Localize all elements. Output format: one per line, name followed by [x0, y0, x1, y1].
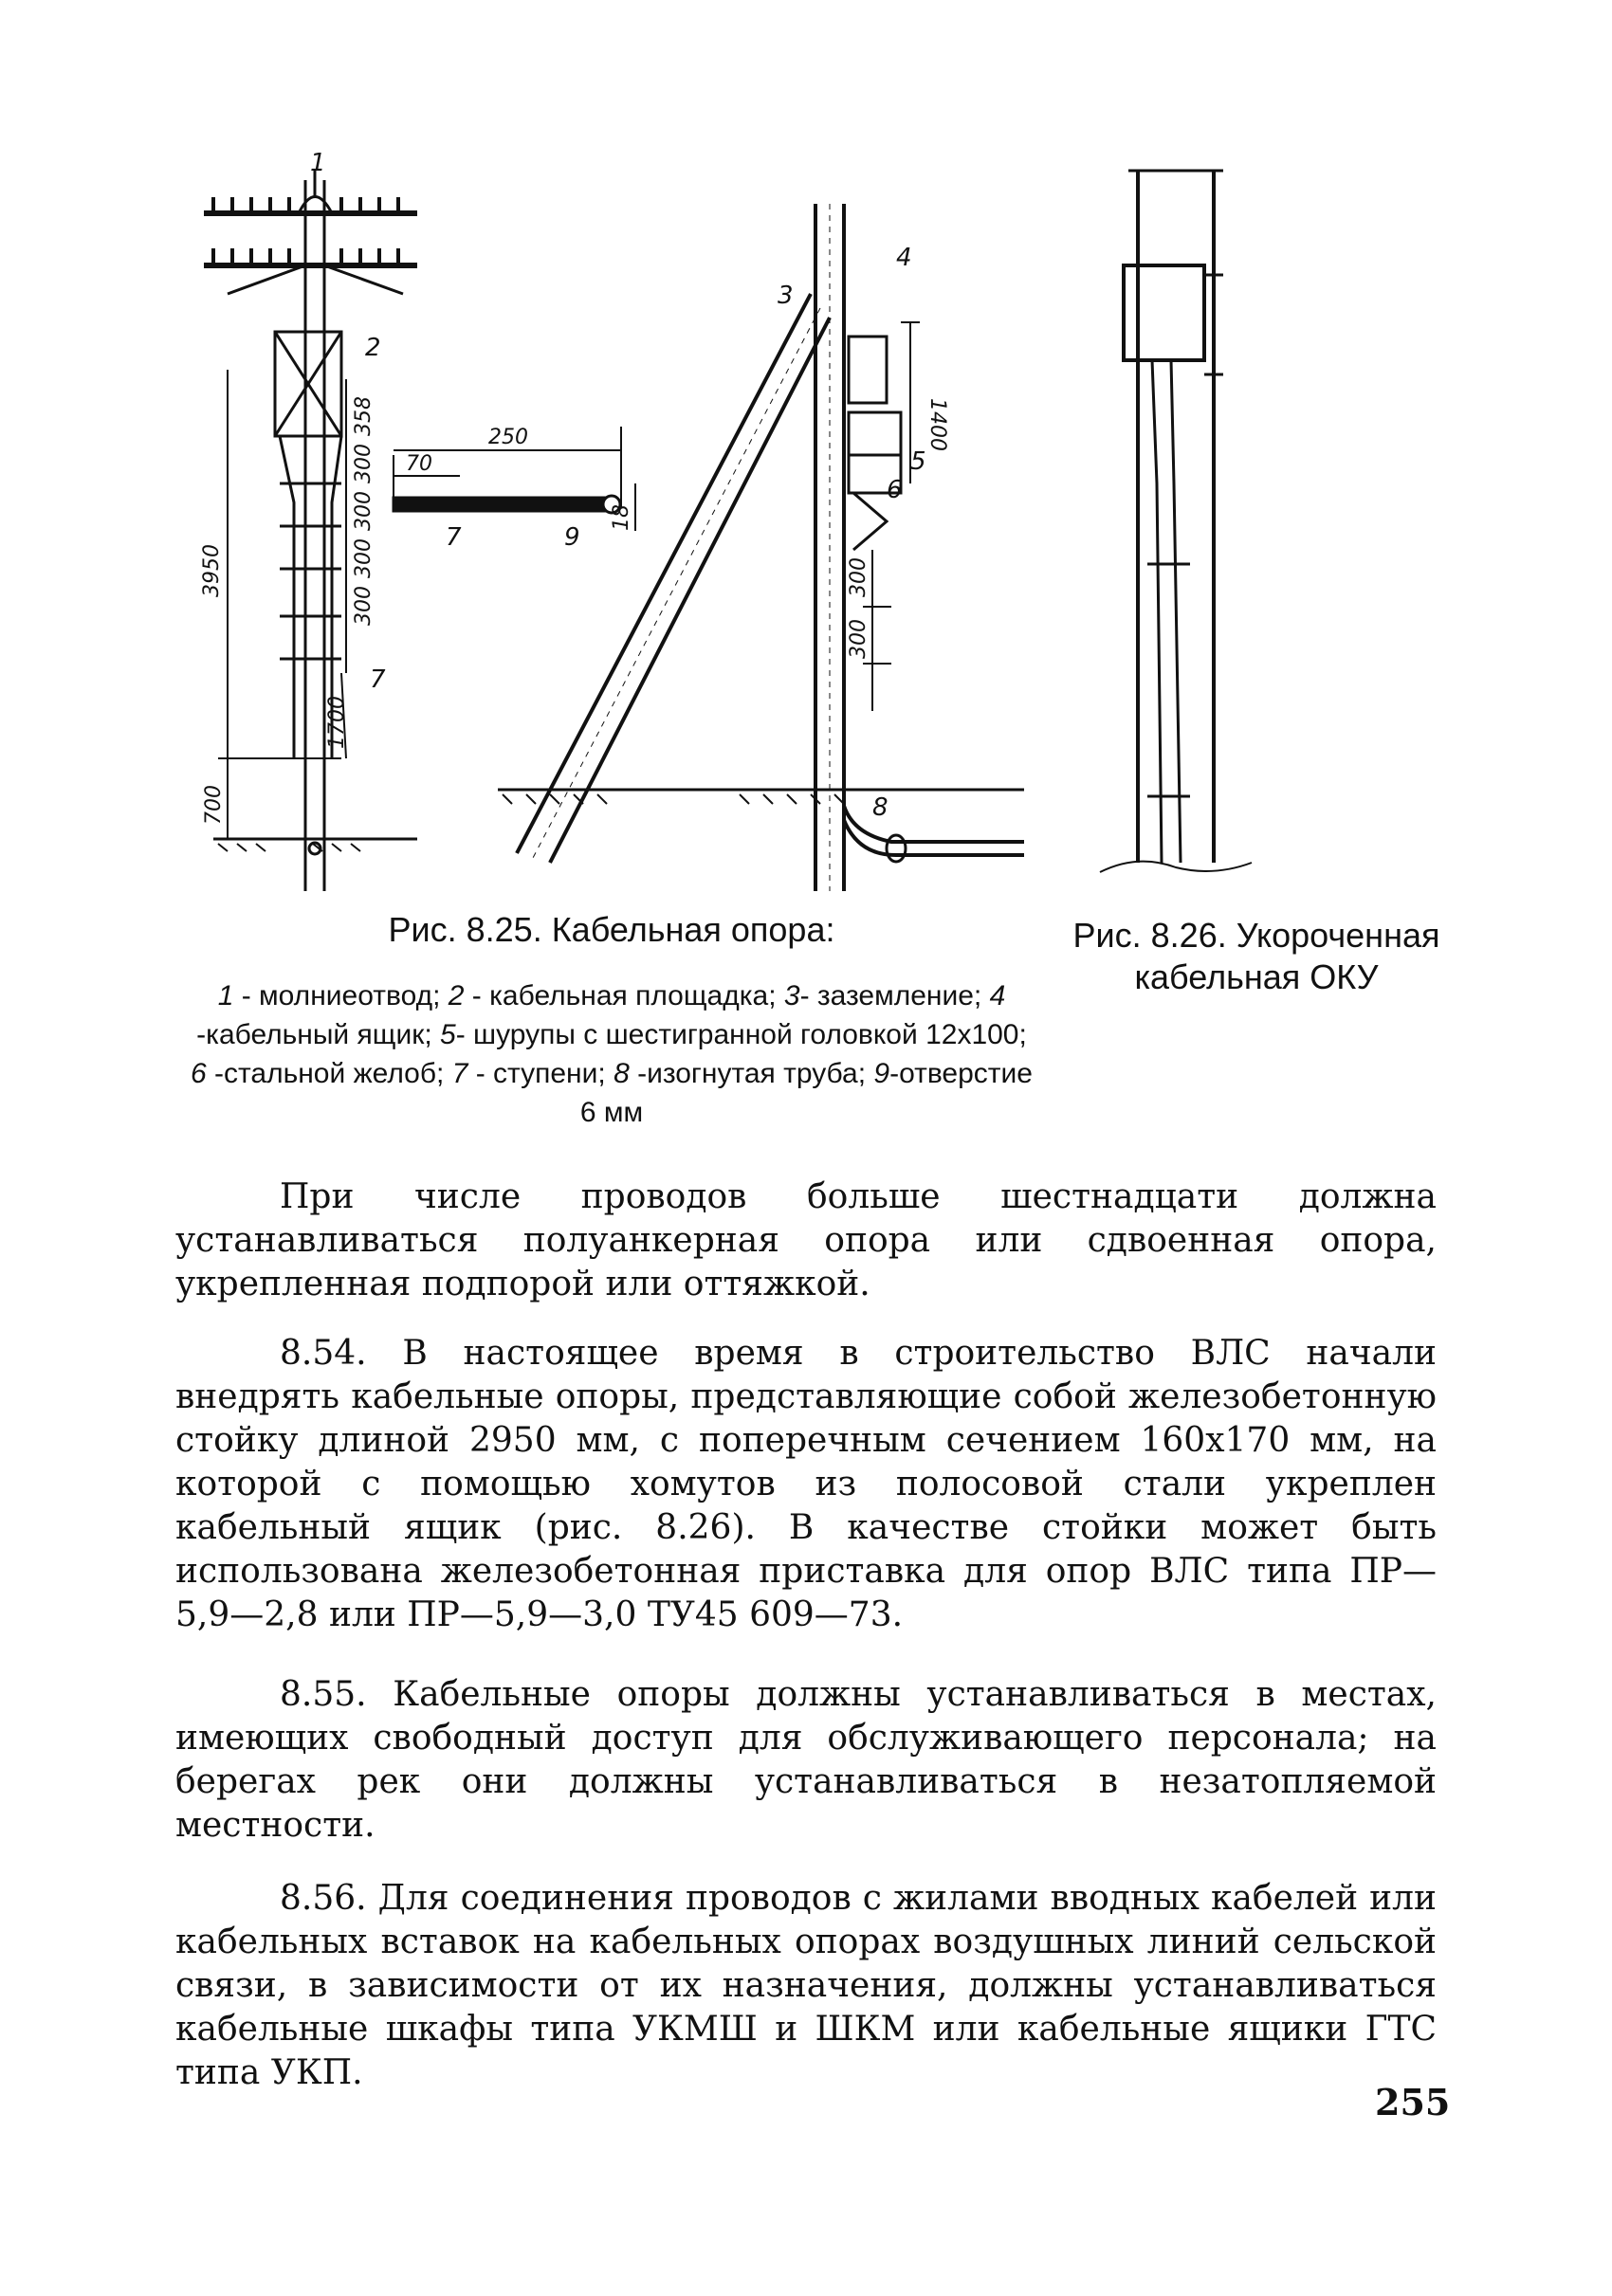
fig-label-8: 8: [872, 793, 888, 822]
legend-number-4: 4: [989, 980, 1006, 1011]
dim-300-e: 300: [847, 557, 870, 597]
fig-label-5: 5: [910, 447, 926, 476]
fig-label-3: 3: [778, 282, 794, 310]
dim-300-b: 300: [352, 491, 376, 531]
dim-300-c: 300: [352, 538, 376, 578]
dim-18: 18: [610, 504, 633, 531]
paragraph-8-56: 8.56. Для соединения проводов с жилами вводных кабелей или кабельных вставок на кабельных опорах воздушных линий сельской связи, в зависимости от их назначения, должны устанавливаться кабельные шкафы типа УКМШ и ШКМ или кабельные ящики ГТС типа УКП.: [175, 1879, 1437, 2092]
legend-number-2: 2: [448, 980, 465, 1011]
legend-text-7: - ступени;: [467, 1058, 614, 1089]
fig-label-4: 4: [896, 244, 912, 272]
legend-number-8: 8: [614, 1058, 630, 1089]
figures-area: [190, 142, 1517, 901]
dim-1400: 1400: [925, 398, 949, 451]
dim-250: 250: [488, 426, 528, 449]
dim-3950: 3950: [200, 544, 224, 597]
fig-label-6: 6: [887, 476, 903, 504]
fig-label-2: 2: [365, 334, 381, 362]
paragraph-8-54: 8.54. В настоящее время в строительство ВЛС начали внедрять кабельные опоры, представляющие собой железобетонную стойку длиной 2950 мм, с поперечным сечением 160х170 мм, на которой с помощью хомутов из полосовой стали укреплен кабельный ящик (рис. 8.26). В качестве стойки может быть использована железобетонная приставка для опор ВЛС типа ПР—5,9—2,8 или ПР—5,9—3,0 ТУ45 609—73.: [175, 1334, 1437, 1634]
fig-label-7-detail: 7: [446, 523, 462, 552]
legend-number-5: 5: [440, 1019, 456, 1050]
legend-number-1: 1: [217, 980, 234, 1011]
paragraph-8-55: 8.55. Кабельные опоры должны устанавливаться в местах, имеющих свободный доступ для обслуживающего персонала; на берегах рек они должны устанавливаться в незатопляемой местности.: [175, 1675, 1437, 1845]
figure-8-26-caption: Рис. 8.26. Укороченная кабельная ОКУ: [1072, 916, 1440, 996]
short-cable-post-drawing: [1100, 171, 1252, 872]
legend-text-5: - шурупы с шестигранной головкой 12х100;: [455, 1019, 1027, 1050]
dim-300-d: 300: [352, 586, 376, 626]
dim-700: 700: [202, 785, 226, 825]
page-number: 255: [1375, 2081, 1451, 2123]
cable-pole-front-view: [204, 171, 417, 891]
figure-8-25-caption: Рис. 8.25. Кабельная опора:: [388, 910, 835, 949]
paragraph-1: При числе проводов больше шестнадцати должна устанавливаться полуанкерная опора или сдвоенная опора, укрепленная подпорой или оттяжкой.: [175, 1177, 1437, 1303]
legend-number-9: 9: [873, 1058, 890, 1089]
figure-8-25-legend: [185, 976, 1038, 1132]
figure-drawings: [190, 142, 1517, 901]
legend-text-1: - молниеотвод;: [233, 980, 449, 1011]
legend-text-4: -кабельный ящик;: [196, 1019, 441, 1050]
legend-text-2: - кабельная площадка;: [464, 980, 784, 1011]
fig-label-1: 1: [310, 149, 326, 177]
fig-label-7-pole: 7: [370, 665, 386, 694]
legend-number-3: 3: [783, 980, 800, 1011]
dim-70: 70: [406, 452, 432, 476]
dim-300-f: 300: [847, 619, 870, 659]
legend-number-7: 7: [451, 1058, 468, 1089]
dim-300-a: 300: [352, 444, 376, 483]
legend-text-8: -изогнутая труба;: [629, 1058, 874, 1089]
dim-358: 358: [352, 396, 376, 436]
dim-1700: 1700: [325, 696, 349, 749]
fig-label-9: 9: [564, 523, 580, 552]
legend-text-9: -отверстие 6 мм: [579, 1058, 1033, 1128]
legend-number-6: 6: [190, 1058, 207, 1089]
legend-text-3: - заземление;: [799, 980, 990, 1011]
legend-text-6: -стальной желоб;: [206, 1058, 452, 1089]
